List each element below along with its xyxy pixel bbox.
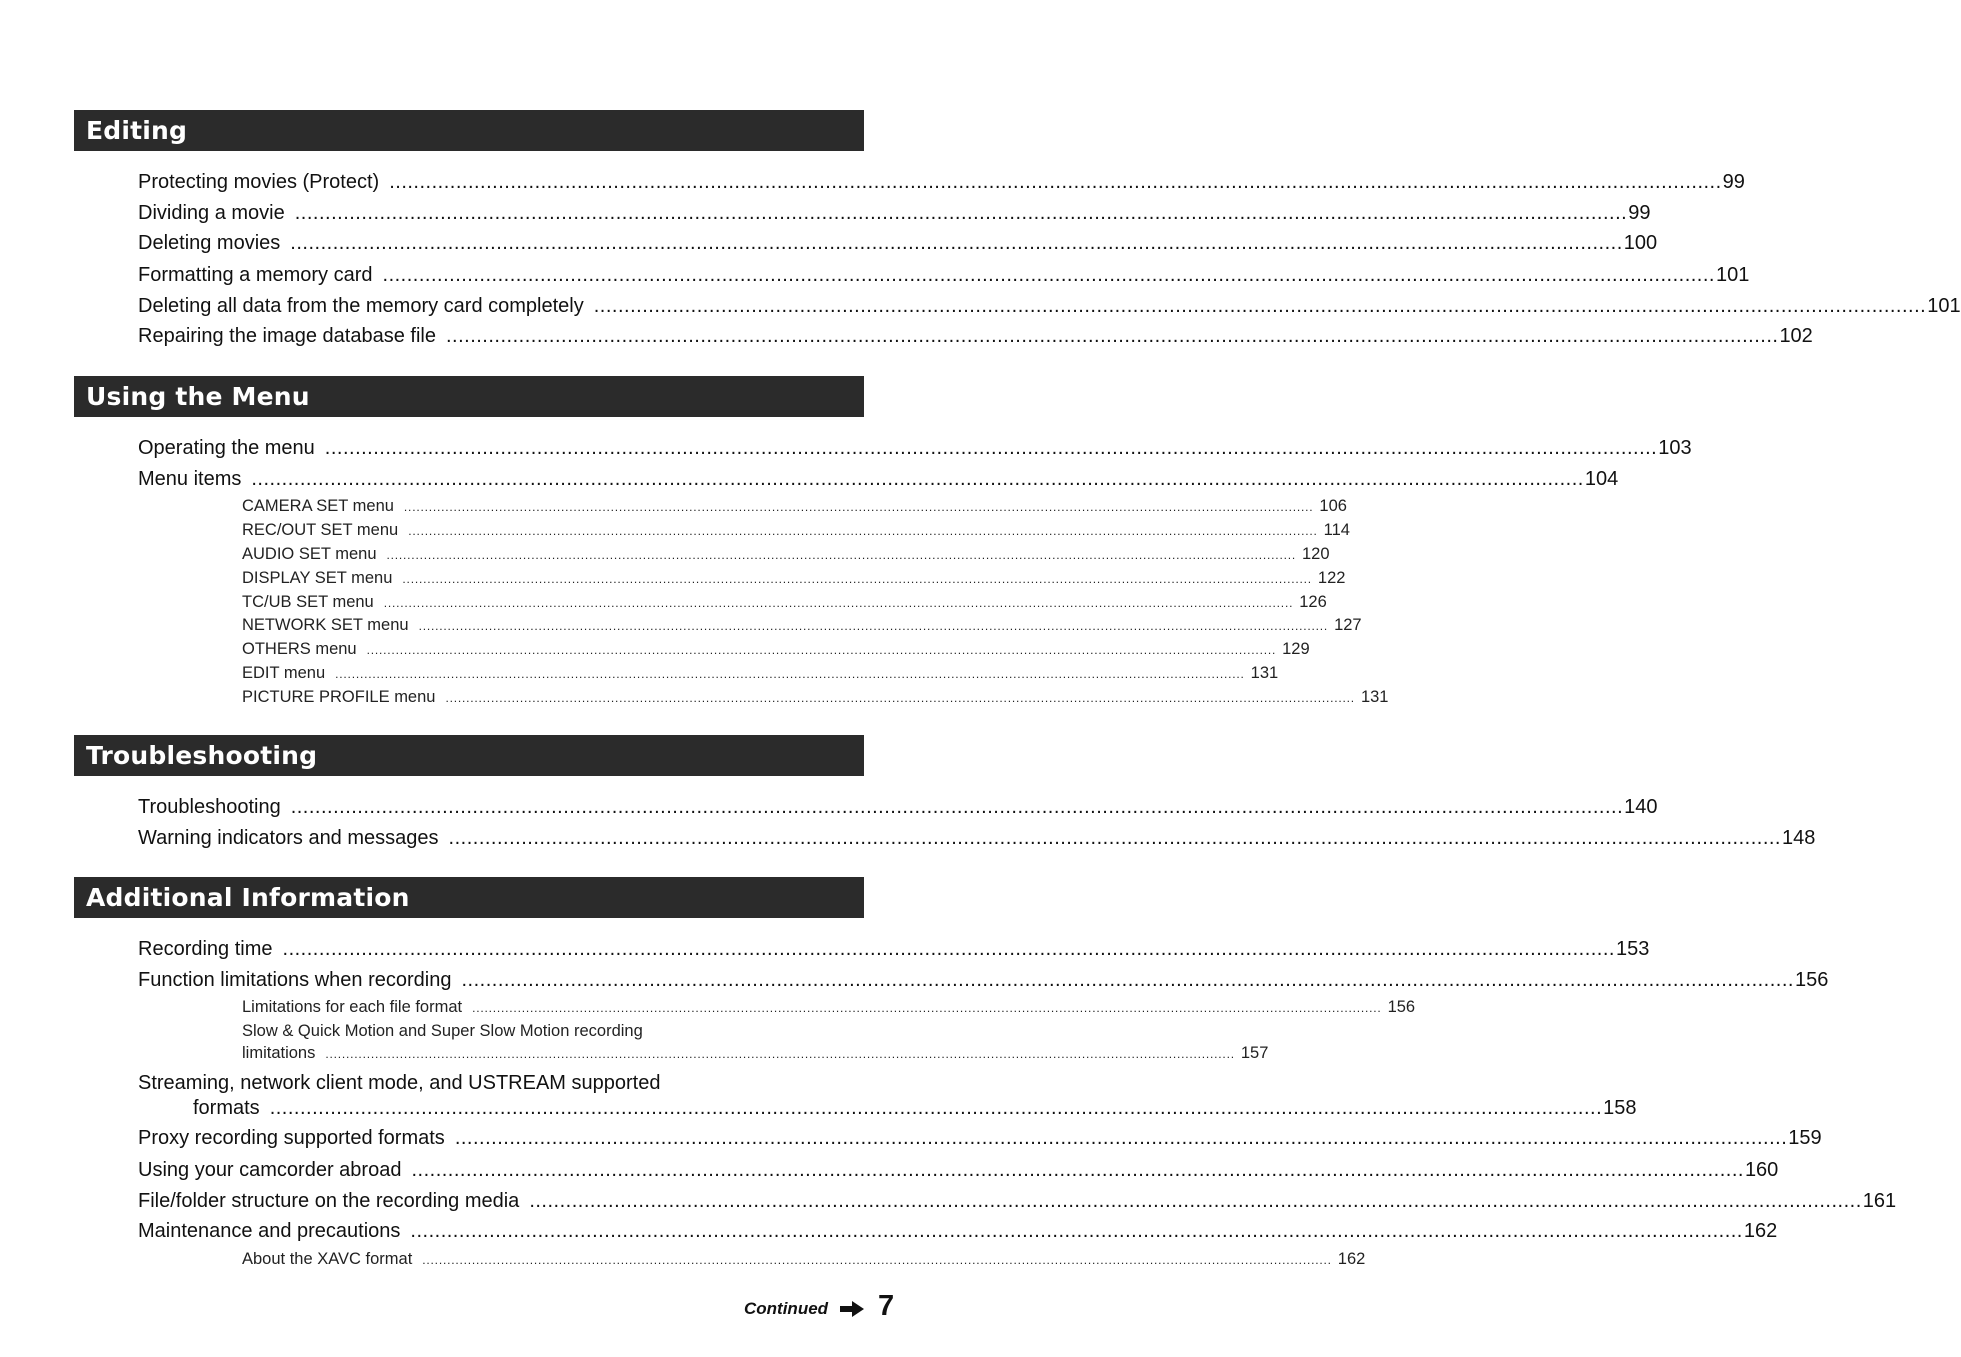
toc-entry[interactable] [138, 794, 1658, 820]
toc-label: CAMERA SET menu [242, 497, 394, 515]
toc-label: DISPLAY SET menu [242, 569, 393, 587]
leader-dots: ............................................................................................................................................................................................................................ [529, 1190, 1862, 1212]
toc-entry[interactable] [138, 1125, 1822, 1151]
toc-label: PICTURE PROFILE menu [242, 688, 436, 706]
toc-entry[interactable] [138, 323, 1813, 349]
toc-subentry[interactable] [242, 614, 1362, 636]
toc-label: Formatting a memory card [138, 264, 373, 286]
leader-dots: ............................................................................................................................................................................................................................ [454, 1127, 1788, 1149]
toc-subentry[interactable] [242, 996, 1416, 1018]
leader-dots: ............................................................................................................................................................................................................................ [472, 1001, 1382, 1015]
toc-label: Menu items [138, 468, 242, 490]
leader-dots: ............................................................................................................................................................................................................................ [448, 827, 1781, 849]
leader-dots: ............................................................................................................................................................................................................................ [410, 1220, 1743, 1242]
toc-entry[interactable] [138, 200, 1651, 226]
toc-label: formats [193, 1097, 260, 1119]
leader-dots: ............................................................................................................................................................................................................................ [408, 524, 1318, 538]
toc-label: OTHERS menu [242, 640, 357, 658]
toc-label: Operating the menu [138, 437, 315, 459]
leader-dots: ............................................................................................................................................................................................................................ [386, 548, 1296, 562]
toc-page: 120 [1301, 545, 1330, 563]
leader-dots: ............................................................................................................................................................................................................................ [445, 325, 1779, 347]
toc-page: 162 [1337, 1250, 1366, 1268]
leader-dots: ............................................................................................................................................................................................................................ [294, 202, 1628, 224]
toc-label: Limitations for each file format [242, 998, 463, 1016]
toc-page: 160 [1744, 1159, 1779, 1181]
toc-page: 153 [1615, 938, 1650, 960]
leader-dots: ............................................................................................................................................................................................................................ [366, 643, 1277, 657]
toc-entry[interactable] [138, 169, 1745, 195]
leader-dots: ............................................................................................................................................................................................................................ [418, 619, 1329, 633]
toc-page: 122 [1317, 569, 1346, 587]
section-header-troubleshooting: Troubleshooting [74, 735, 864, 776]
toc-page: 106 [1319, 497, 1347, 515]
section-header-additional-information: Additional Information [74, 877, 864, 918]
toc-entry[interactable] [138, 936, 1650, 962]
toc-page: 131 [1360, 688, 1389, 706]
section-header-editing: Editing [74, 110, 864, 151]
toc-page: 104 [1584, 468, 1619, 490]
leader-dots: ............................................................................................................................................................................................................................ [402, 572, 1312, 586]
toc-subentry[interactable] [242, 1248, 1366, 1270]
page-number: 7 [878, 1290, 895, 1322]
leader-dots: ............................................................................................................................................................................................................................ [335, 667, 1245, 681]
toc-subentry-line: Slow & Quick Motion and Super Slow Motion recording [242, 1022, 643, 1040]
toc-label: Troubleshooting [138, 796, 281, 818]
toc-label: REC/OUT SET menu [242, 521, 399, 539]
toc-subentry[interactable] [242, 519, 1350, 541]
toc-page: 99 [1628, 202, 1651, 224]
toc-entry[interactable] [138, 466, 1619, 492]
toc-subentry[interactable] [242, 543, 1330, 565]
leader-dots: ............................................................................................................................................................................................................................ [290, 232, 1623, 254]
toc-page: 101 [1927, 295, 1961, 317]
toc-label: Deleting movies [138, 232, 281, 254]
toc-page: 129 [1282, 640, 1310, 658]
leader-dots: ............................................................................................................................................................................................................................ [461, 969, 1794, 991]
toc-subentry[interactable] [242, 567, 1346, 589]
toc-subentry[interactable] [242, 638, 1310, 660]
toc-entry[interactable] [138, 967, 1829, 993]
toc-page: 159 [1788, 1127, 1822, 1149]
toc-entry[interactable] [138, 435, 1692, 461]
toc-label: TC/UB SET menu [242, 593, 374, 611]
leader-dots: ............................................................................................................................................................................................................................ [593, 295, 1927, 317]
toc-page: 100 [1623, 232, 1658, 254]
toc-label: limitations [242, 1044, 316, 1062]
toc-page: 162 [1743, 1220, 1778, 1242]
toc-page: 157 [1240, 1044, 1269, 1062]
toc-page: 131 [1250, 664, 1279, 682]
leader-dots: ............................................................................................................................................................................................................................ [251, 468, 1584, 490]
toc-page: 126 [1299, 593, 1327, 611]
toc-label: Recording time [138, 938, 273, 960]
toc-entry[interactable] [138, 262, 1750, 288]
toc-entry[interactable] [138, 1188, 1897, 1214]
toc-page: 140 [1624, 796, 1658, 818]
toc-page: 148 [1782, 827, 1816, 849]
toc-label: Function limitations when recording [138, 969, 452, 991]
toc-label: Dividing a movie [138, 202, 285, 224]
toc-subentry[interactable] [242, 1042, 1269, 1064]
toc-label: Repairing the image database file [138, 325, 436, 347]
toc-entry[interactable] [193, 1095, 1637, 1121]
leader-dots: ............................................................................................................................................................................................................................ [324, 437, 1658, 459]
leader-dots: ............................................................................................................................................................................................................................ [325, 1047, 1235, 1061]
leader-dots: ............................................................................................................................................................................................................................ [383, 596, 1294, 610]
toc-page: 99 [1722, 171, 1745, 193]
toc-entry[interactable] [138, 1157, 1779, 1183]
toc-label: Protecting movies (Protect) [138, 171, 380, 193]
toc-page: 103 [1658, 437, 1692, 459]
toc-label: AUDIO SET menu [242, 545, 377, 563]
toc-label: Warning indicators and messages [138, 827, 439, 849]
toc-page: 156 [1387, 998, 1416, 1016]
toc-entry[interactable] [138, 825, 1816, 851]
toc-page: 102 [1779, 325, 1813, 347]
arrow-right-icon [840, 1301, 864, 1317]
toc-page: 161 [1862, 1190, 1897, 1212]
leader-dots: ............................................................................................................................................................................................................................ [422, 1253, 1332, 1267]
leader-dots: ............................................................................................................................................................................................................................ [282, 938, 1615, 960]
leader-dots: ............................................................................................................................................................................................................................ [382, 264, 1715, 286]
leader-dots: ............................................................................................................................................................................................................................ [269, 1097, 1603, 1119]
toc-label: Proxy recording supported formats [138, 1127, 445, 1149]
toc-entry[interactable] [138, 293, 1961, 319]
toc-entry[interactable] [138, 1218, 1778, 1244]
continued-label: Continued [744, 1299, 829, 1318]
toc-page: 158 [1603, 1097, 1637, 1119]
section-header-using-the-menu: Using the Menu [74, 376, 864, 417]
leader-dots: ............................................................................................................................................................................................................................ [411, 1159, 1744, 1181]
leader-dots: ............................................................................................................................................................................................................................ [290, 796, 1624, 818]
leader-dots: ............................................................................................................................................................................................................................ [403, 500, 1314, 514]
toc-subentry[interactable] [242, 686, 1389, 708]
toc-page: 101 [1715, 264, 1750, 286]
toc-subentry[interactable] [242, 662, 1279, 684]
toc-subentry[interactable] [242, 591, 1327, 613]
toc-label: About the XAVC format [242, 1250, 413, 1268]
toc-subentry[interactable] [242, 495, 1347, 517]
toc-label: Deleting all data from the memory card completely [138, 295, 584, 317]
toc-page: 114 [1323, 521, 1350, 539]
toc-entry[interactable] [138, 230, 1658, 256]
toc-label: EDIT menu [242, 664, 326, 682]
toc-label: NETWORK SET menu [242, 616, 409, 634]
toc-entry-line: Streaming, network client mode, and USTREAM supported [138, 1072, 661, 1094]
leader-dots: ............................................................................................................................................................................................................................ [445, 691, 1355, 705]
toc-label: Using your camcorder abroad [138, 1159, 402, 1181]
toc-label: Maintenance and precautions [138, 1220, 401, 1242]
leader-dots: ............................................................................................................................................................................................................................ [389, 171, 1722, 193]
toc-page: 156 [1794, 969, 1829, 991]
toc-label: File/folder structure on the recording media [138, 1190, 520, 1212]
toc-page: 127 [1334, 616, 1362, 634]
